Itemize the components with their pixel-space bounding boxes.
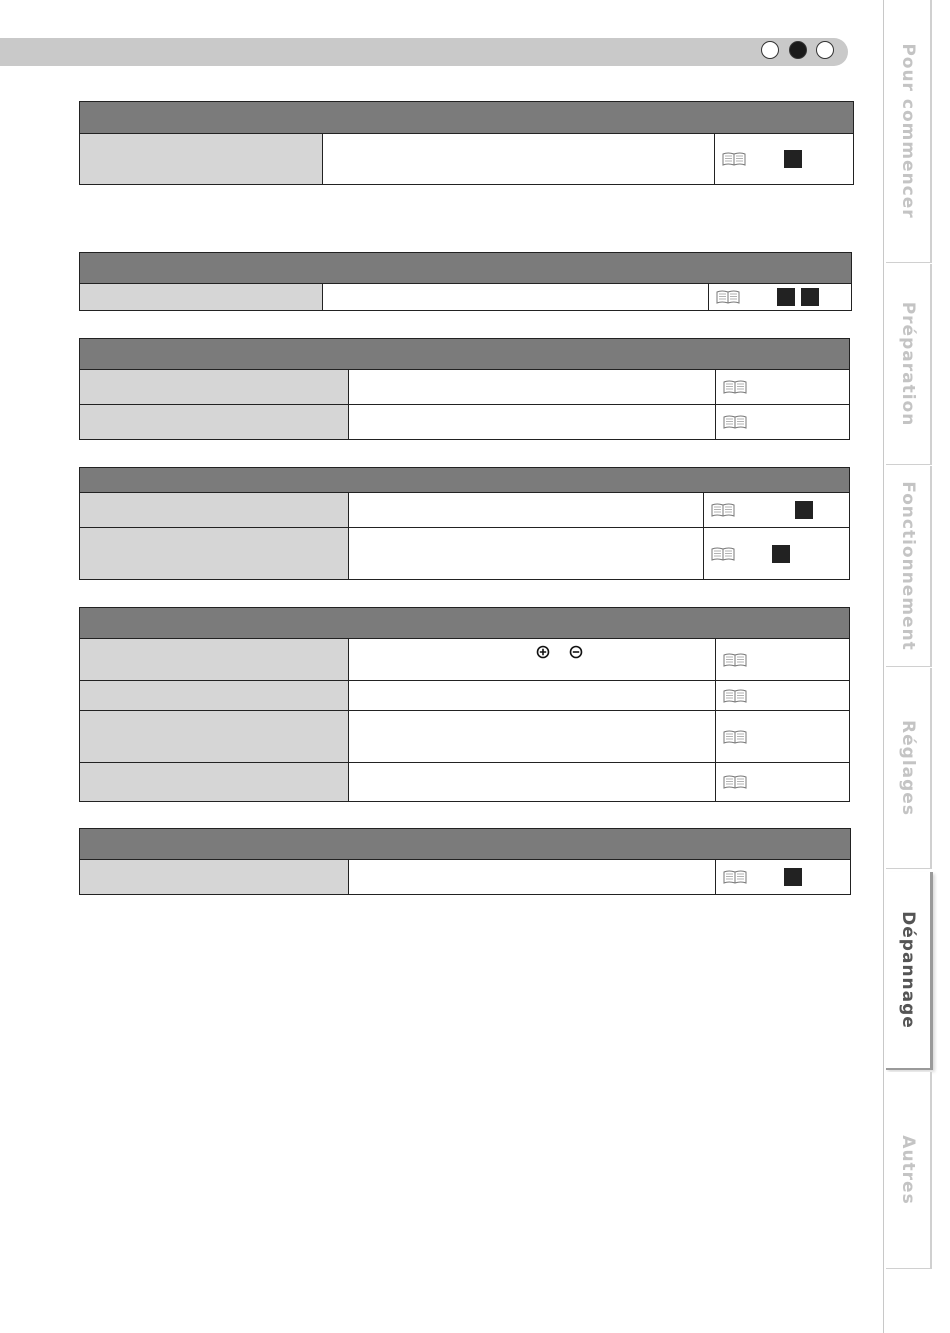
- solution-cell: [349, 528, 704, 580]
- solution-cell: [349, 370, 716, 405]
- tab-label: Préparation: [898, 301, 918, 427]
- table-header: [80, 253, 852, 284]
- troubleshooting-table-4: [79, 467, 850, 580]
- troubleshooting-table-2: [79, 252, 852, 311]
- solution-cell: [349, 639, 716, 681]
- tab-autres[interactable]: [886, 1072, 932, 1269]
- tab-depannage[interactable]: [886, 872, 933, 1070]
- reference-cell: [715, 134, 854, 185]
- solution-cell: [349, 493, 704, 528]
- symptom-cell: [80, 639, 349, 681]
- reference-cell: [716, 405, 850, 440]
- tab-label: Dépannage: [898, 911, 918, 1029]
- symptom-cell: [80, 134, 323, 185]
- solution-cell: [323, 134, 715, 185]
- reference-cell: [716, 639, 850, 681]
- open-book-icon: [723, 653, 747, 667]
- symptom-cell: [80, 528, 349, 580]
- open-book-icon: [716, 290, 740, 304]
- solution-cell: [349, 681, 716, 711]
- reference-cell: [716, 711, 850, 763]
- symptom-cell: [80, 860, 349, 895]
- tab-label: Autres: [898, 1135, 918, 1205]
- solution-cell: [349, 405, 716, 440]
- solution-cell: [349, 763, 716, 802]
- open-book-icon: [723, 730, 747, 744]
- tab-pour-commencer[interactable]: [886, 0, 932, 263]
- open-book-icon: [722, 152, 746, 166]
- tab-fonctionnement[interactable]: [886, 466, 932, 667]
- reference-cell: [704, 493, 850, 528]
- troubleshooting-table-5: [79, 607, 850, 802]
- open-book-icon: [723, 689, 747, 703]
- solution-cell: [323, 284, 709, 311]
- black-square-icon: [777, 288, 795, 306]
- reference-cell: [716, 860, 851, 895]
- symptom-cell: [80, 681, 349, 711]
- open-book-icon: [723, 775, 747, 789]
- troubleshooting-table-3: [79, 338, 850, 440]
- symptom-cell: [80, 405, 349, 440]
- circled-plus-icon: [536, 645, 550, 659]
- black-square-icon: [801, 288, 819, 306]
- tab-label: Fonctionnement: [898, 481, 918, 651]
- troubleshooting-table-6: [79, 828, 851, 895]
- black-square-icon: [784, 150, 802, 168]
- solution-cell: [349, 711, 716, 763]
- symptom-cell: [80, 284, 323, 311]
- open-book-icon: [723, 415, 747, 429]
- table-header: [80, 468, 850, 493]
- symptom-cell: [80, 370, 349, 405]
- tab-label: Pour commencer: [898, 43, 918, 219]
- black-square-icon: [772, 545, 790, 563]
- symptom-cell: [80, 763, 349, 802]
- tab-label: Réglages: [898, 720, 918, 816]
- progress-dot-filled: [789, 41, 807, 59]
- circled-minus-icon: [569, 645, 583, 659]
- table-header: [80, 829, 851, 860]
- reference-cell: [716, 681, 850, 711]
- open-book-icon: [711, 547, 735, 561]
- open-book-icon: [723, 380, 747, 394]
- progress-dot-empty: [761, 41, 779, 59]
- table-header: [80, 102, 854, 134]
- reference-cell: [716, 763, 850, 802]
- tab-preparation[interactable]: [886, 264, 932, 465]
- reference-cell: [704, 528, 850, 580]
- side-tab-rail: [883, 0, 884, 1333]
- header-bar: [0, 38, 848, 66]
- troubleshooting-table-1: [79, 101, 854, 185]
- black-square-icon: [795, 501, 813, 519]
- progress-dot-empty: [816, 41, 834, 59]
- reference-cell: [709, 284, 852, 311]
- symptom-cell: [80, 493, 349, 528]
- table-header: [80, 608, 850, 639]
- black-square-icon: [784, 868, 802, 886]
- open-book-icon: [711, 503, 735, 517]
- table-header: [80, 339, 850, 370]
- reference-cell: [716, 370, 850, 405]
- symptom-cell: [80, 711, 349, 763]
- tab-reglages[interactable]: [886, 668, 932, 869]
- open-book-icon: [723, 870, 747, 884]
- solution-cell: [349, 860, 716, 895]
